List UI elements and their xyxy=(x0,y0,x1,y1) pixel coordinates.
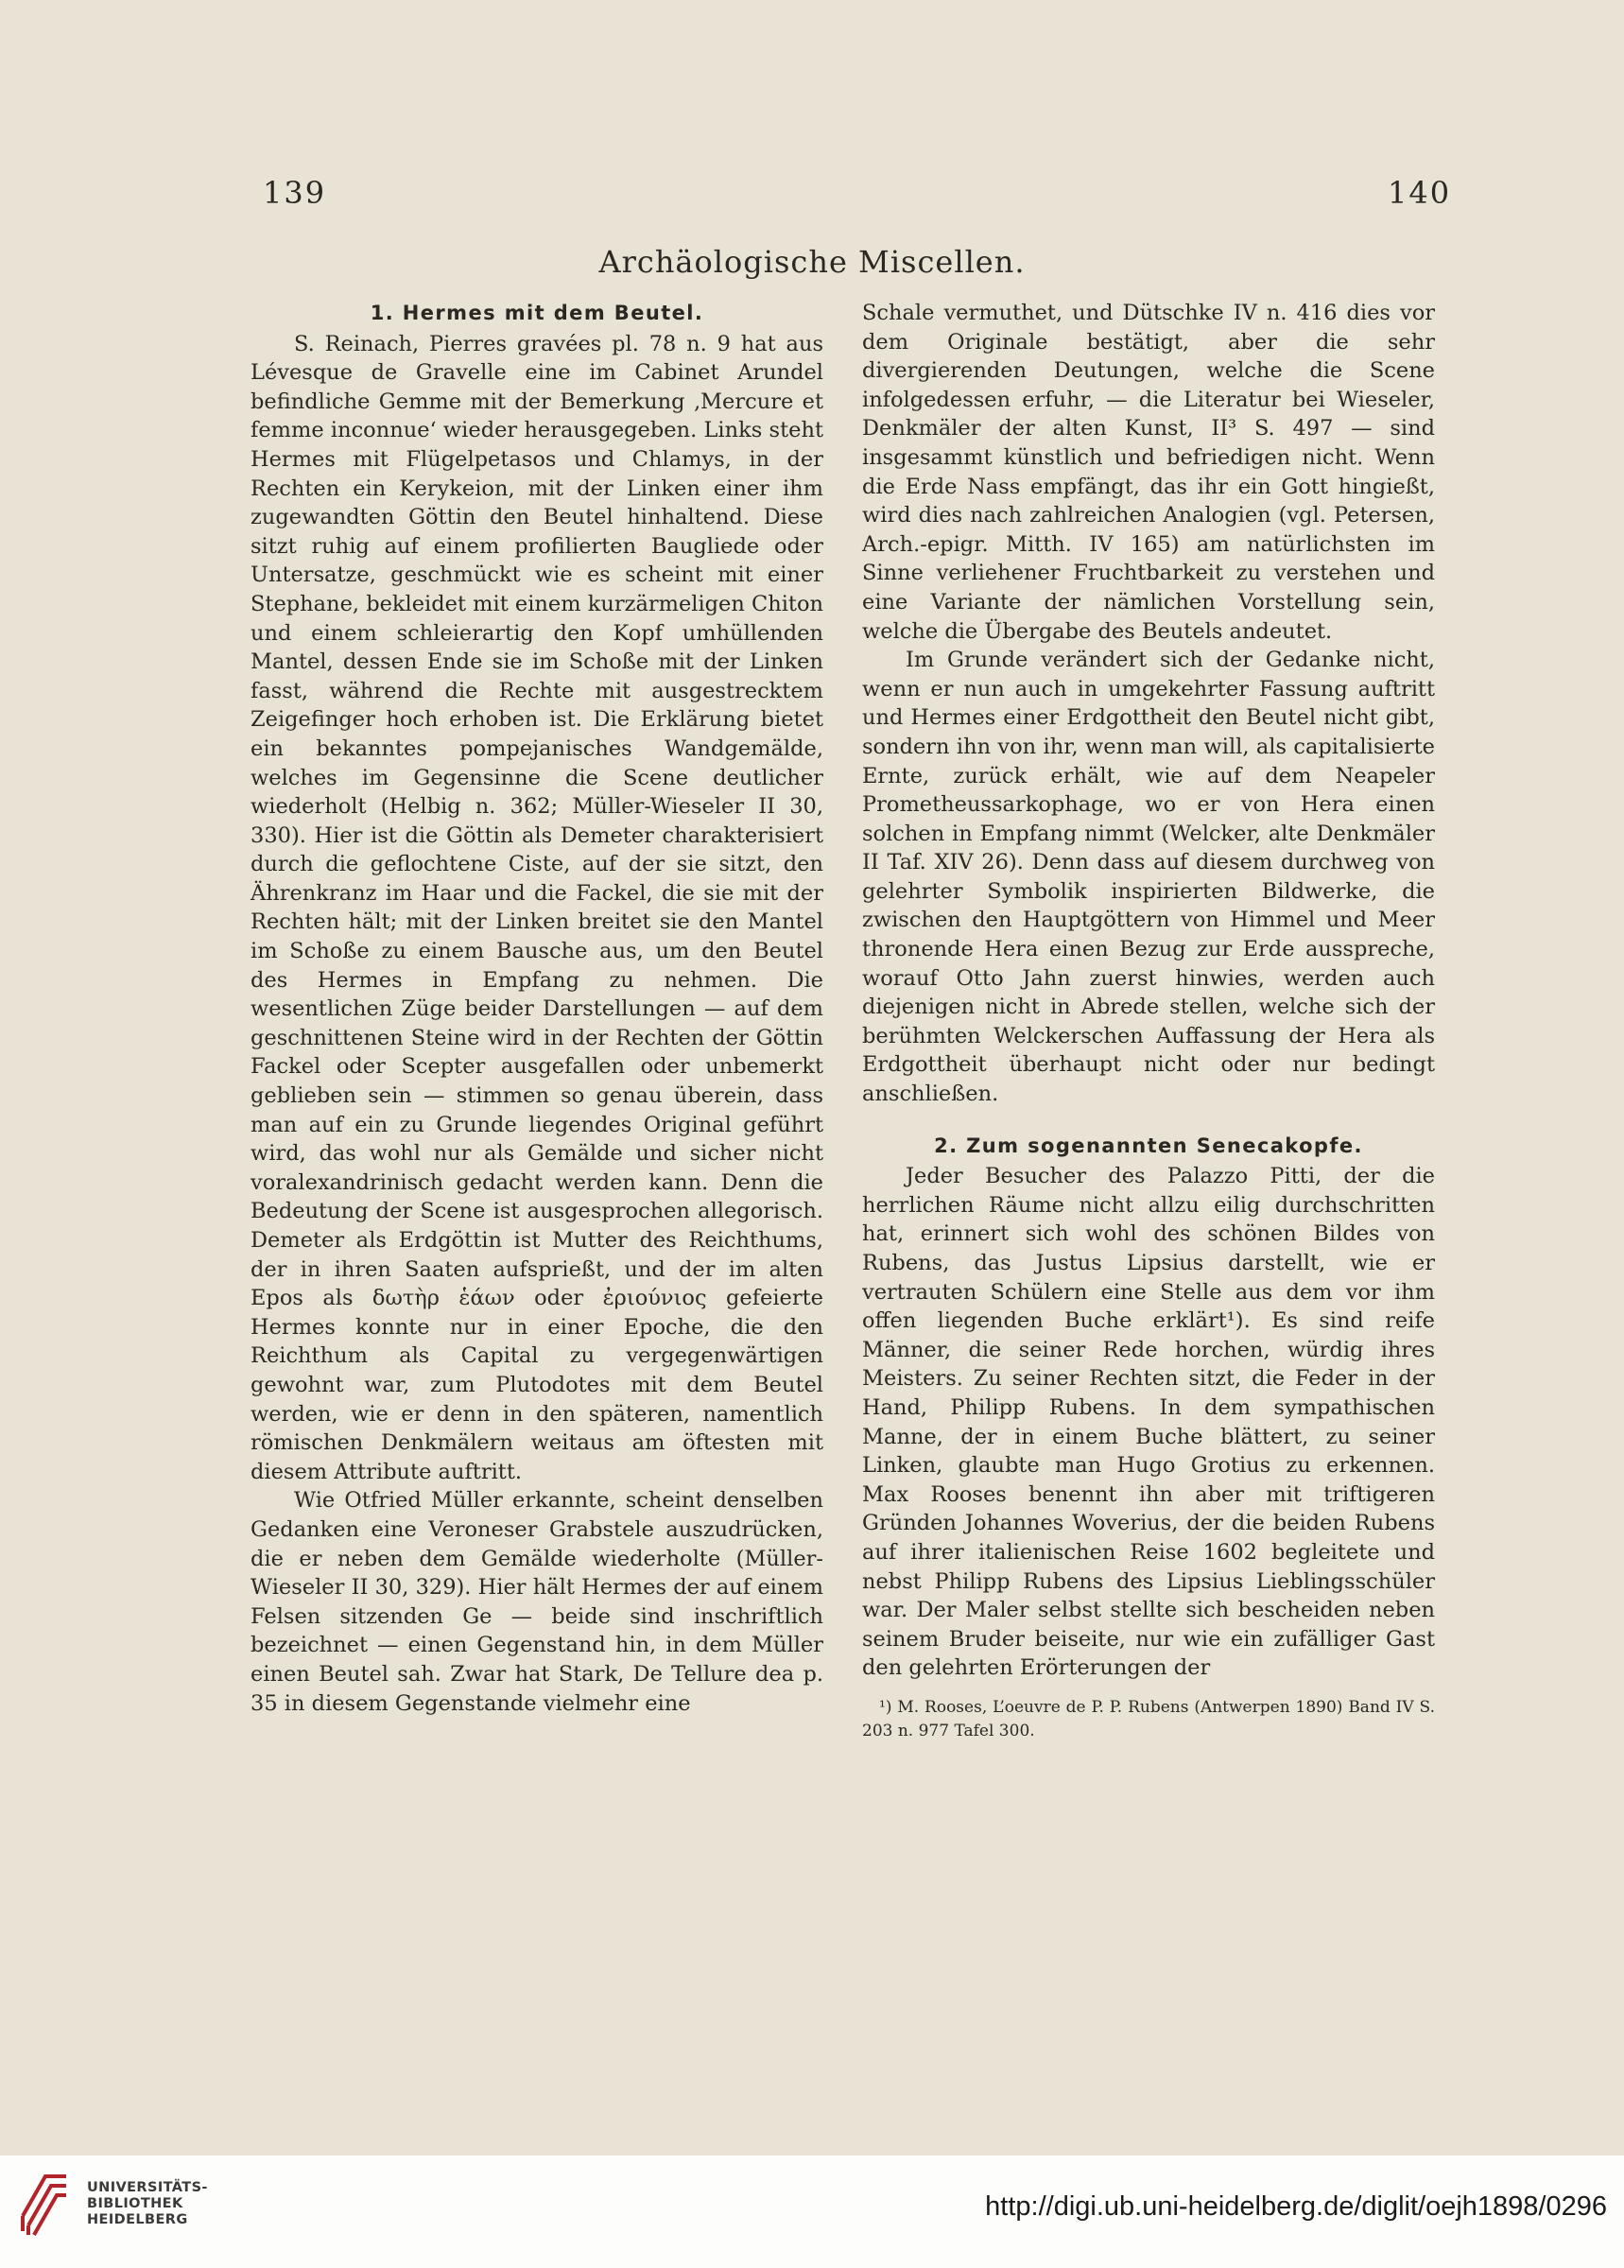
page-title: Archäologische Miscellen. xyxy=(598,244,1026,280)
library-logo-icon xyxy=(17,2169,72,2239)
page-number-left: 139 xyxy=(263,175,327,211)
source-url[interactable]: http://digi.ub.uni-heidelberg.de/diglit/oejh1898/0296 xyxy=(985,2191,1607,2222)
paragraph: Schale vermuthet, und Dütschke IV n. 416 dies vor dem Originale bestätigt, aber die sehr divergierenden Deutungen, welche die Scene infolgedessen erfuhr, — die Literatur bei Wieseler, Denkmäler der alten Kunst, II³ S. 497 — sind insgesammt künstlich und befriedigen nicht. Wenn die Erde Nass empfängt, das ihr ein Gott hingießt, wird dies nach zahlreichen Analogien (vgl. Petersen, Arch.-epigr. Mitth. IV 165) am natürlichsten im Sinne verliehener Fruchtbarkeit zu verstehen und eine Variante der nämlichen Vorstellung sein, welche die Übergabe des Beutels andeutet. xyxy=(862,301,1435,644)
paragraph: Jeder Besucher des Palazzo Pitti, der die herrlichen Räume nicht allzu eilig durchschritten hat, erinnert sich wohl des schönen Bildes von Rubens, das Justus Lipsius darstellt, wie er vertrauten Schülern eine Stelle aus dem vor ihm offen liegenden Buche erklärt¹). Es sind reife Männer, die seiner Rede horchen, würdig ihres Meisters. Zu seiner Rechten sitzt, die Feder in der Hand, Philipp Rubens. In dem sympathischen Manne, der in einem Buche blättert, zu seiner Linken, glaubte man Hugo Grotius zu erkennen. Max Rooses benennt ihn aber mit triftigeren Gründen Johannes Woverius, der die beiden Rubens auf ihrer italienischen Reise 1602 begleitete und nebst Philipp Rubens des Lipsius Lieblingsschüler war. Der Maler selbst stellte sich bescheiden neben seinem Bruder beiseite, nur wie ein zufälliger Gast den gelehrten Erörterungen der xyxy=(862,1164,1435,1681)
logo-line: HEIDELBERG xyxy=(87,2212,188,2227)
section-heading-senecakopf: 2. Zum sogenannten Senecakopfe. xyxy=(934,1134,1363,1157)
paragraph: Wie Otfried Müller erkannte, scheint denselben Gedanken eine Veroneser Grabstele auszudrücken, die er neben dem Gemälde wiederholte (Müller-Wieseler II 30, 329). Hier hält Hermes der auf einem Felsen sitzenden Ge — beide sind inschriftlich bezeichnet — einen Gegenstand hin, in dem Müller einen Beutel sah. Zwar hat Stark, De Tellure dea p. 35 in diesem Gegenstande vielmehr eine xyxy=(251,1488,823,1716)
left-column xyxy=(251,299,823,1718)
footer-bar xyxy=(0,2155,1624,2268)
paragraph: S. Reinach, Pierres gravées pl. 78 n. 9 hat aus Lévesque de Gravelle eine im Cabinet Arundel befindliche Gemme mit der Bemerkung ‚Mercure et femme inconnue‘ wieder herausgegeben. Links steht Hermes mit Flügelpetasos und Chlamys, in der Rechten ein Kerykeion, mit der Linken einer ihm zugewandten Göttin den Beutel hinhaltend. Diese sitzt ruhig auf einem profilierten Baugliede oder Untersatze, geschmückt wie es scheint mit einer Stephane, bekleidet mit einem kurzärmeligen Chiton und einem schleierartig den Kopf umhüllenden Mantel, dessen Ende sie im Schoße mit der Linken fasst, während die Rechte mit ausgestrecktem Zeigefinger hoch erhoben ist. Die Erklärung bietet ein bekanntes pompejanisches Wandgemälde, welches im Gegensinne die Scene deutlicher wiederholt (Helbig n. 362; Müller-Wieseler II 30, 330). Hier ist die Göttin als Demeter charakterisiert durch die geflochtene Ciste, auf der sie sitzt, den Ährenkranz im Haar und die Fackel, die sie mit der Rechten hält; mit der Linken breitet sie den Mantel im Schoße zu einem Bausche aus, um den Beutel des Hermes in Empfang zu nehmen. Die wesentlichen Züge beider Darstellungen — auf dem geschnittenen Steine wird in der Rechten der Göttin Fackel oder Scepter ausgefallen oder unbemerkt geblieben sein — stimmen so genau überein, dass man auf ein zu Grunde liegendes Original geführt wird, das wohl nur als Gemälde und sicher nicht voralexandrinisch gedacht werden kann. Denn die Bedeutung der Scene ist ausgesprochen allegorisch. Demeter als Erdgöttin ist Mutter des Reichthums, der in ihren Saaten aufsprießt, und der im alten Epos als δωτὴρ ἑάων oder ἐριούνιος gefeierte Hermes konnte nur in einer Epoche, die den Reichthum als Capital zu vergegenwärtigen gewohnt war, zum Plutodotes mit dem Beutel werden, wie er denn in den späteren, namentlich römischen Denkmälern weitaus am öftesten mit diesem Attribute auftritt. xyxy=(251,331,823,1484)
library-logo-text xyxy=(87,2180,208,2228)
logo-line: BIBLIOTHEK xyxy=(87,2196,183,2211)
footnote: ¹) M. Rooses, L’oeuvre de P. P. Rubens (Antwerpen 1890) Band IV S. 203 n. 977 Tafel 300. xyxy=(862,1697,1435,1740)
page-number-right: 140 xyxy=(1388,175,1452,211)
right-column xyxy=(862,299,1435,1743)
logo-line: UNIVERSITÄTS- xyxy=(87,2180,208,2195)
section-heading-hermes: 1. Hermes mit dem Beutel. xyxy=(370,302,704,324)
paragraph: Im Grunde verändert sich der Gedanke nicht, wenn er nun auch in umgekehrter Fassung auftritt und Hermes einer Erdgottheit den Beutel nicht gibt, sondern ihn von ihr, wenn man will, als capitalisierte Ernte, zurück erhält, wie auf dem Neapeler Prometheussarkophage, wo er von Hera einen solchen in Empfang nimmt (Welcker, alte Denkmäler II Taf. XIV 26). Denn dass auf diesem durchweg von gelehrter Symbolik inspirierten Bildwerke, die zwischen den Hauptgöttern von Himmel und Meer thronende Hera einen Bezug zur Erde ausspreche, worauf Otto Jahn zuerst hinwies, werden auch diejenigen nicht in Abrede stellen, welche sich der berühmten Welckerschen Auffassung der Hera als Erdgottheit überhaupt nicht oder nur bedingt anschließen. xyxy=(862,648,1435,1107)
